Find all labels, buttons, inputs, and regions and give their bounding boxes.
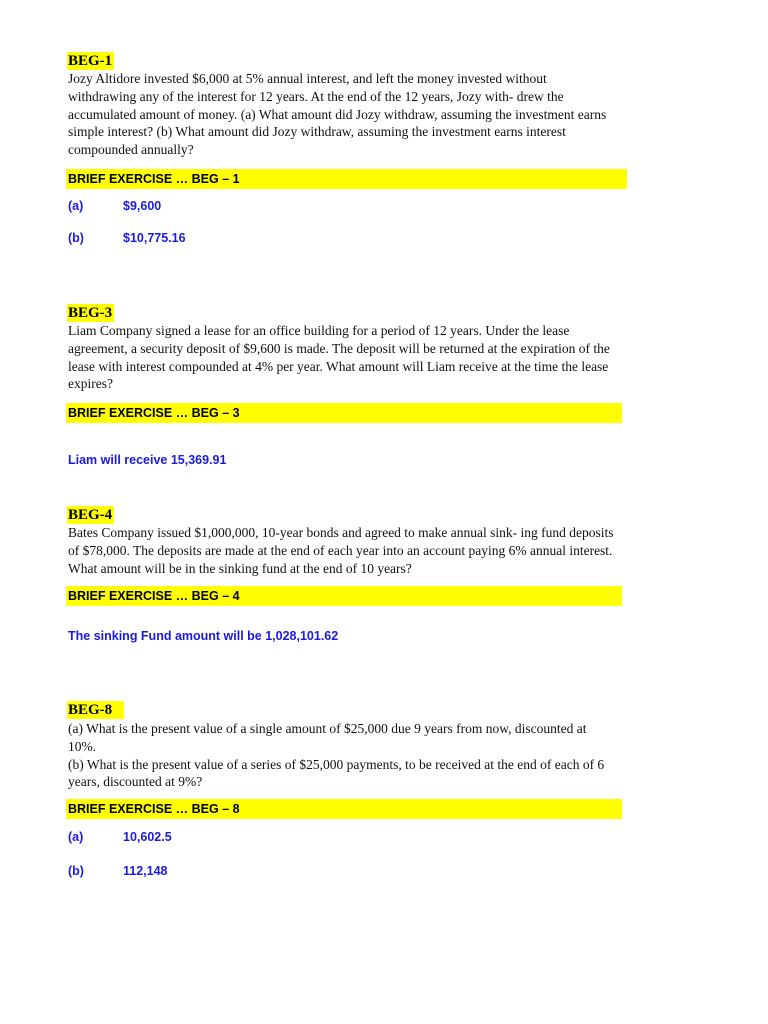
problem-text (68, 70, 688, 159)
problem-line: Jozy Altidore invested $6,000 at 5% annual interest, and left the money invested without (68, 71, 547, 86)
problem-text (68, 720, 688, 791)
problem-line: expires? (68, 376, 113, 392)
problem-line: Bates Company issued $1,000,000, 10-year bonds and agreed to make annual sink- ing fund deposits (68, 525, 614, 540)
problem-line: agreement, a security deposit of $9,600 is made. The deposit will be returned at the expiration of the (68, 340, 610, 356)
answer-row (68, 230, 186, 246)
problem-line: Liam Company signed a lease for an office building for a period of 12 years. Under the lease (68, 323, 570, 338)
problem-line: accumulated amount of money. (a) What amount did Jozy withdraw, assuming the investment earns (68, 106, 607, 122)
answer-label: (b) (68, 864, 84, 878)
answer-text: Liam will receive 15,369.91 (68, 453, 227, 467)
problem-line: years, discounted at 9%? (68, 774, 203, 790)
answer-label: (a) (68, 199, 84, 213)
problem-tag: BEG-8 (67, 701, 124, 719)
answer-text: The sinking Fund amount will be 1,028,101.62 (68, 629, 339, 643)
problem-tag: BEG-1 (68, 53, 113, 69)
problem-line: lease with interest compounded at 4% per year. What amount will Liam receive at the time the lease (68, 358, 609, 374)
problem-tag: BEG-3 (68, 305, 113, 321)
problem-line: What amount will be in the sinking fund at the end of 10 years? (68, 560, 412, 576)
answer-label: (a) (68, 830, 84, 844)
answer-value: 112,148 (123, 864, 168, 878)
exercise-header: BRIEF EXERCISE … BEG – 1 (66, 169, 627, 189)
problem-line: (b) What is the present value of a series of $25,000 payments, to be received at the end of each of 6 (68, 756, 605, 772)
problem-line: (a) What is the present value of a single amount of $25,000 due 9 years from now, discounted at (68, 721, 587, 736)
answer-row (68, 863, 168, 879)
problem-line: compounded annually? (68, 142, 194, 158)
problem-line: 10%. (68, 738, 97, 754)
problem-line: simple interest? (b) What amount did Jozy withdraw, assuming the investment earns interest (68, 124, 566, 140)
answer-row (68, 198, 161, 214)
answer-value: 10,602.5 (123, 830, 172, 844)
answer-value: $9,600 (123, 199, 162, 213)
problem-line: withdrawing any of the interest for 12 years. At the end of the 12 years, Jozy with- drew the (68, 88, 564, 104)
exercise-header: BRIEF EXERCISE … BEG – 8 (66, 799, 622, 819)
answer-label: (b) (68, 231, 84, 245)
exercise-header: BRIEF EXERCISE … BEG – 4 (66, 586, 622, 606)
problem-text (68, 322, 688, 393)
problem-text (68, 524, 688, 577)
answer-row (68, 829, 172, 845)
problem-tag: BEG-4 (68, 507, 113, 523)
answer-value: $10,775.16 (123, 231, 186, 245)
problem-line: of $78,000. The deposits are made at the end of each year into an account paying 6% annual interest. (68, 542, 613, 558)
exercise-header: BRIEF EXERCISE … BEG – 3 (66, 403, 622, 423)
